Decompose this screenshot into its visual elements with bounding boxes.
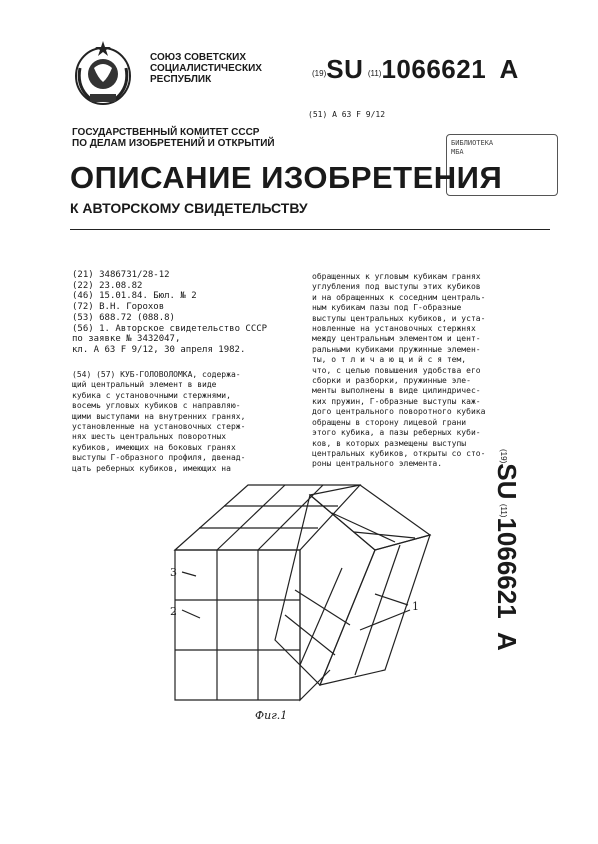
org-line: СОЮЗ СОВЕТСКИХ (150, 52, 247, 63)
figure-label-2: 2 (170, 605, 177, 618)
figure-caption: Фиг.1 (255, 709, 288, 722)
abstract-line: роны центрального элемента. (312, 459, 443, 469)
abstract-line: что, с целью повышения удобства его (312, 365, 481, 375)
abstract-line: нях шесть центральных поворотных (72, 432, 227, 442)
abstract-line: выступы центральных кубиков, и уста- (312, 313, 486, 323)
patent-number-value: 1066621 (492, 517, 522, 619)
document-subtitle: К АВТОРСКОМУ СВИДЕТЕЛЬСТВУ (70, 200, 308, 216)
patent-kind: A (499, 54, 519, 84)
stamp-line: МБА (451, 148, 464, 156)
abstract-line: восемь угловых кубиков с направляю- (72, 401, 241, 411)
biblio-code: (21) (72, 270, 94, 280)
abstract-line: установленные на установочных стерж- (72, 422, 246, 432)
abstract-line: (54) (57) КУБ-ГОЛОВОЛОМКА, содержа- (72, 370, 241, 379)
abstract-line: между центральным элементом и цент- (312, 334, 481, 344)
abstract-line: менты выполнены в виде цилиндричес- (312, 386, 481, 396)
abstract-line: цать реберных кубиков, имеющих на (72, 463, 231, 473)
code-19: (19) (499, 449, 508, 464)
abstract-right-column (312, 272, 532, 470)
abstract-left-column (72, 370, 308, 474)
abstract-line: ков, в которых размещены выступы (312, 438, 467, 448)
abstract-line: обращены в сторону лицевой грани (312, 417, 467, 427)
abstract-line: кубиков, имеющих на боковых гранях (72, 442, 236, 452)
country-code: SU (492, 463, 522, 500)
biblio-code: (46) (72, 291, 94, 302)
abstract-line: и на обращенных к соседним централь- (312, 292, 486, 302)
code-11: (11) (367, 69, 382, 78)
biblio-row (72, 291, 307, 302)
vertical-patent-number (482, 449, 522, 729)
biblio-row (72, 324, 307, 335)
bibliographic-data (72, 270, 307, 356)
abstract-line: центральных кубиков, открыты со сто- (312, 448, 486, 458)
abstract-line: углубления под выступы этих кубиков (312, 282, 481, 292)
committee-name (72, 127, 332, 149)
abstract-line: ких пружин, Г-образные выступы каж- (312, 396, 481, 406)
organization-name (150, 52, 310, 85)
abstract-line: новленные на установочных стержнях (312, 324, 476, 334)
stamp-line: БИБЛИОТЕКА (451, 139, 494, 147)
abstract-line: выступы Г-образного профиля, двенад- (72, 453, 246, 463)
biblio-value: 23.08.82 (99, 280, 143, 291)
biblio-row (72, 302, 307, 313)
abstract-line: дого центрального поворотного кубика (312, 407, 486, 417)
cube-puzzle-drawing (160, 470, 460, 710)
biblio-row (72, 313, 307, 324)
biblio-value: кл. А 63 F 9/12, 30 апреля 1982. (72, 344, 246, 355)
cube-front-face (175, 550, 300, 700)
biblio-row (72, 281, 307, 292)
figure-label-3: 3 (170, 566, 177, 579)
abstract-line: ральными кубиками пружинные элемен- (312, 344, 481, 354)
biblio-code: (56) (72, 323, 94, 334)
abstract-line: обращенных к угловым кубикам гранях (312, 272, 481, 281)
biblio-value: 3486731/28-12 (99, 270, 170, 280)
classification: (51) A 63 F 9/12 (308, 110, 386, 119)
patent-kind: A (492, 632, 522, 651)
code-19: (19) (312, 69, 327, 78)
figure-label-1: 1 (412, 600, 419, 613)
biblio-code: (53) (72, 312, 94, 323)
abstract-line: ты, о т л и ч а ю щ и й с я тем, (312, 355, 467, 365)
org-line: РЕСПУБЛИК (150, 74, 212, 85)
committee-line: ГОСУДАРСТВЕННЫЙ КОМИТЕТ СССР (72, 127, 260, 138)
abstract-line: щими выступами на внутренних гранях, (72, 411, 246, 421)
biblio-value: 688.72 (088.8) (99, 312, 175, 323)
country-code: SU (326, 54, 364, 84)
divider (70, 229, 550, 230)
abstract-line: кубика с установочными стержнями, (72, 390, 231, 400)
biblio-value: В.Н. Горохов (99, 302, 165, 313)
rotated-slab (275, 485, 430, 685)
biblio-value: по заявке № 3432047, (72, 334, 181, 345)
document-title: ОПИСАНИЕ ИЗОБРЕТЕНИЯ (70, 160, 503, 195)
abstract-line: сборки и разборки, пружинные эле- (312, 376, 471, 386)
org-line: СОЦИАЛИСТИЧЕСКИХ (150, 63, 262, 74)
state-emblem-icon (72, 38, 134, 108)
biblio-code: (72) (72, 302, 94, 313)
biblio-row (72, 334, 307, 345)
code-11: (11) (499, 503, 508, 518)
biblio-value: 1. Авторское свидетельство СССР (99, 323, 268, 334)
committee-line: ПО ДЕЛАМ ИЗОБРЕТЕНИЙ И ОТКРЫТИЙ (72, 138, 275, 149)
biblio-row (72, 270, 307, 281)
patent-number (312, 54, 598, 85)
abstract-line: щий центральный элемент в виде (72, 380, 217, 390)
biblio-row (72, 345, 307, 356)
biblio-value: 15.01.84. Бюл. № 2 (99, 291, 197, 302)
biblio-code: (22) (72, 280, 94, 291)
abstract-line: ным кубикам пазы под Г-образные (312, 303, 462, 313)
abstract-line: этого кубика, а пазы реберных куби- (312, 428, 481, 438)
patent-number-value: 1066621 (381, 54, 487, 84)
